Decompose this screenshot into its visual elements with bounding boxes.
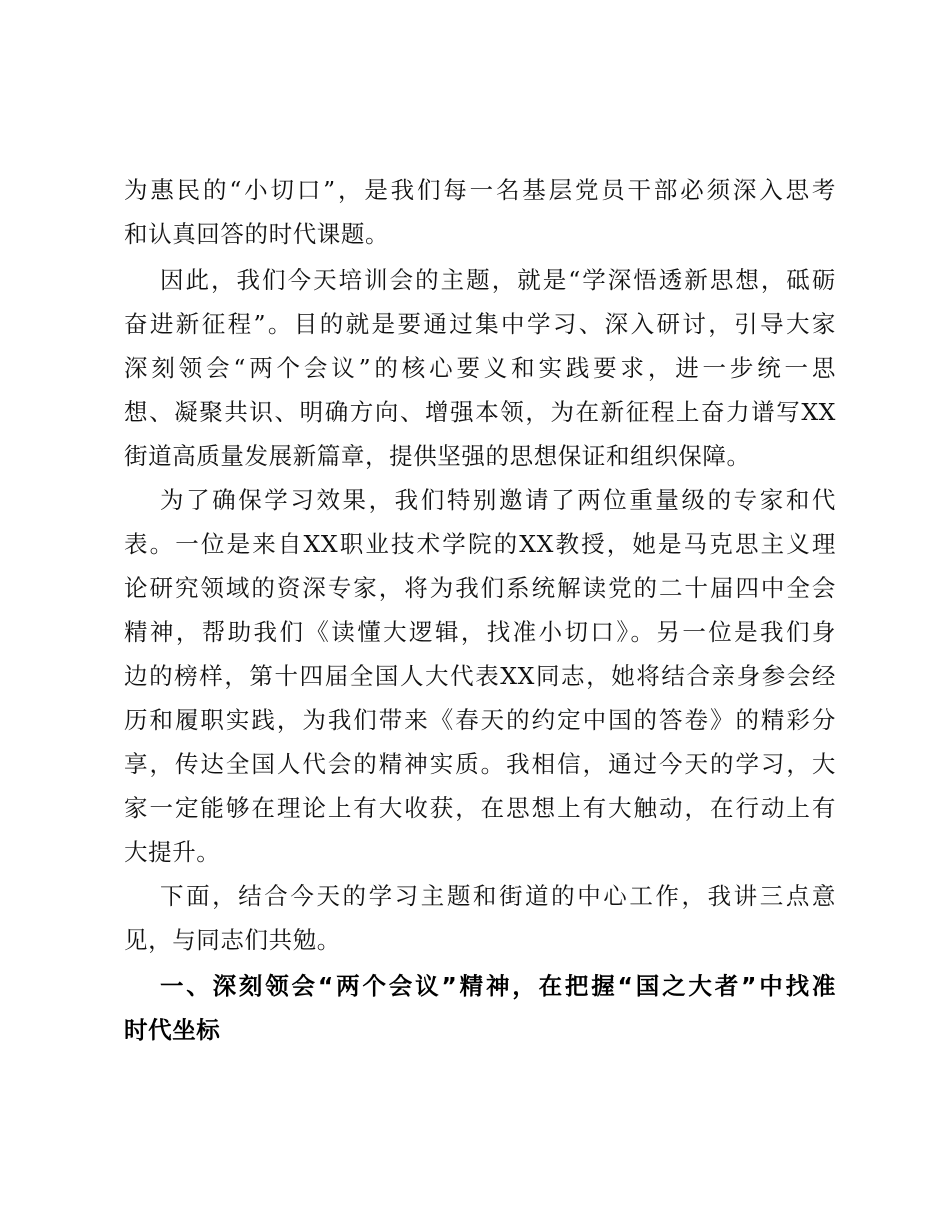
paragraph-3-line-2: 表。一位是来自XX职业技术学院的XX教授，她是马克思主义理 [124,530,836,558]
paragraph-3-line-5: 边的榜样，第十四届全国人大代表XX同志，她将结合亲身参会经 [124,662,836,690]
paragraph-3-line-8: 家一定能够在理论上有大收获，在思想上有大触动，在行动上有 [124,794,836,822]
paragraph-2-line-1: 因此，我们今天培训会的主题，就是“学深悟透新思想，砥砺 [160,266,836,294]
section-heading-line-2: 时代坐标 [124,1016,221,1044]
paragraph-3-line-9: 大提升。 [124,838,221,866]
paragraph-1-line-1: 为惠民的“小切口”，是我们每一名基层党员干部必须深入思考 [124,176,836,204]
section-heading-line-1: 一、深刻领会“两个会议”精神，在把握“国之大者”中找准 [160,972,836,1000]
paragraph-2-line-2: 奋进新征程”。目的就是要通过集中学习、深入研讨，引导大家 [124,310,836,338]
paragraph-4-line-1: 下面，结合今天的学习主题和街道的中心工作，我讲三点意 [160,882,836,910]
paragraph-2-line-4: 想、凝聚共识、明确方向、增强本领，为在新征程上奋力谱写XX [124,398,836,426]
paragraph-4-line-2: 见，与同志们共勉。 [124,926,341,954]
paragraph-3-line-7: 享，传达全国人代会的精神实质。我相信，通过今天的学习，大 [124,750,836,778]
paragraph-3-line-4: 精神，帮助我们《读懂大逻辑，找准小切口》。另一位是我们身 [124,618,836,646]
paragraph-2-line-5: 街道高质量发展新篇章，提供坚强的思想保证和组织保障。 [124,442,751,470]
paragraph-3-line-3: 论研究领域的资深专家，将为我们系统解读党的二十届四中全会 [124,574,836,602]
paragraph-3-line-6: 历和履职实践，为我们带来《春天的约定中国的答卷》的精彩分 [124,706,836,734]
paragraph-1-line-2: 和认真回答的时代课题。 [124,220,390,248]
paragraph-2-line-3: 深刻领会“两个会议”的核心要义和实践要求，进一步统一思 [124,354,836,382]
paragraph-3-line-1: 为了确保学习效果，我们特别邀请了两位重量级的专家和代 [160,486,836,514]
